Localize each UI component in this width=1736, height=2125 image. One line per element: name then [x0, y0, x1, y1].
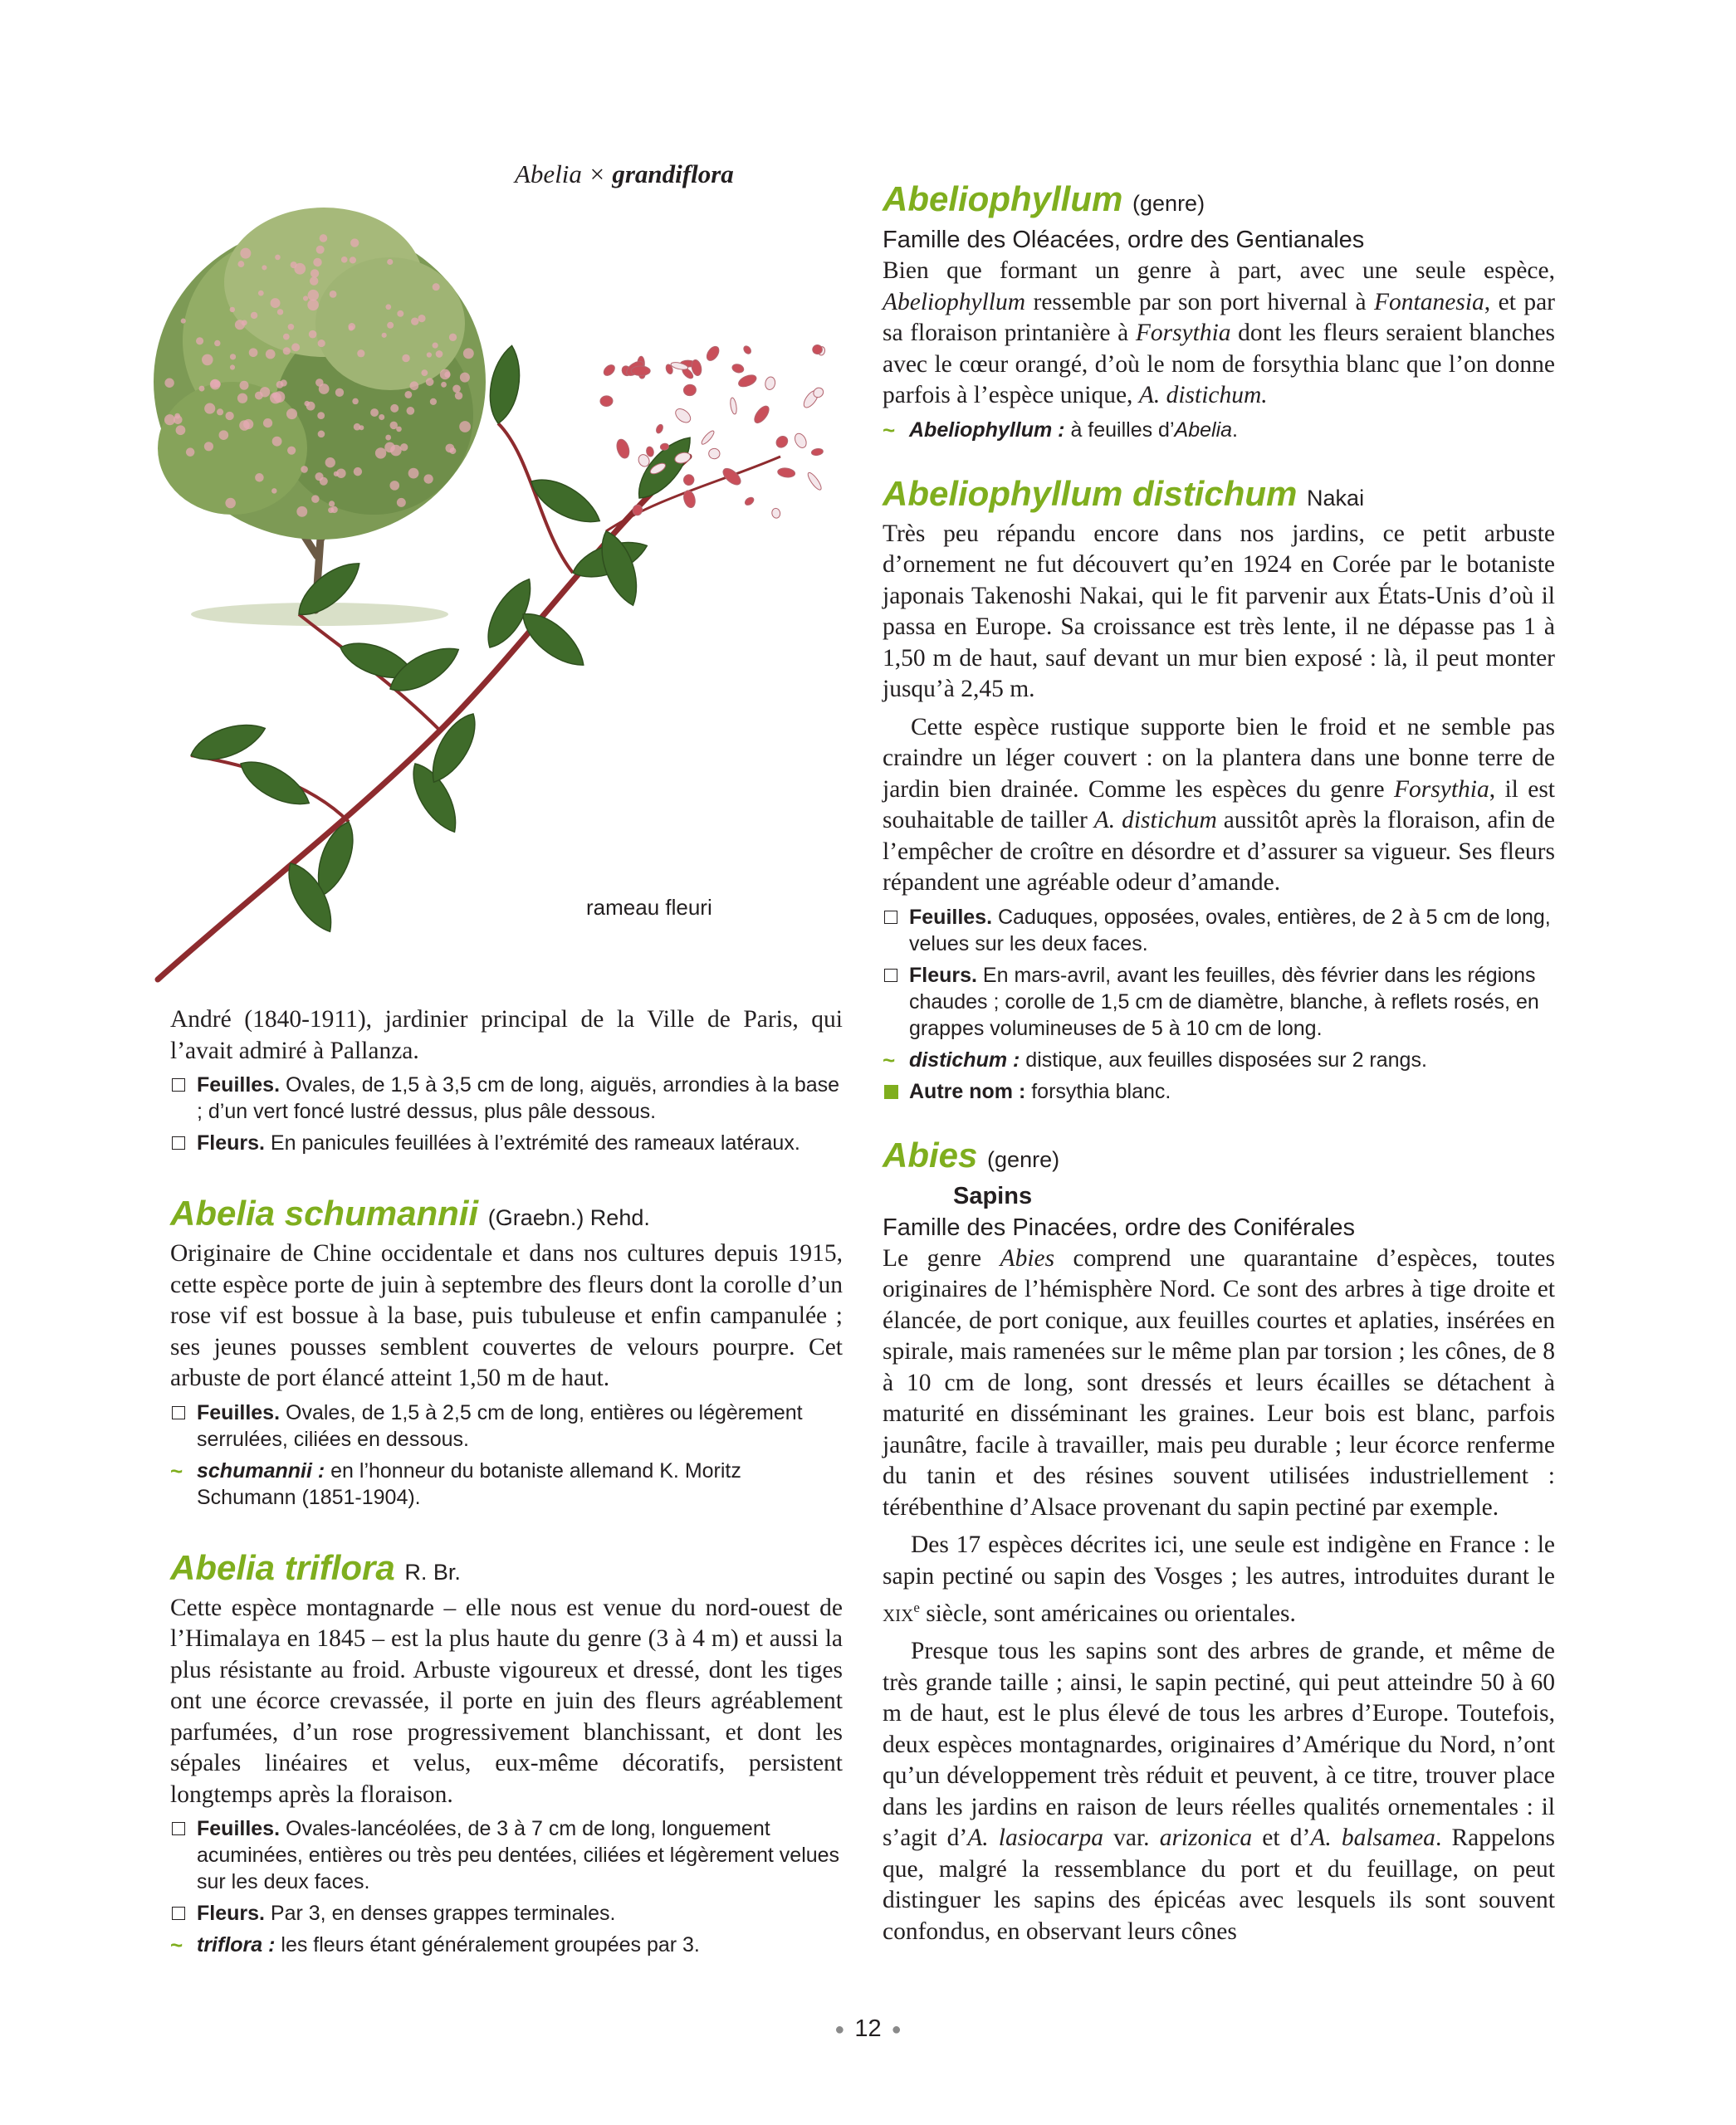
- blossom-dot: [204, 442, 213, 451]
- blossom-dot: [275, 255, 281, 261]
- blossom-dot: [427, 352, 432, 357]
- blossom-dot: [385, 435, 391, 441]
- continuation-paragraph: André (1840-1911), jardinier principal de la Ville de Paris, qui l’avait admiré à Pallanza.: [170, 1006, 843, 1064]
- entry-paragraph: Originaire de Chine occidentale et dans nos cultures depuis 1915, cette espèce porte de juin à septembre des fleurs dont la corolle d’un rose vif est bossue à la base, puis tubuleuse et enfin campanulée ; ses jeunes pousses semblent couvertes de velours pourpre. Cet arbuste de port élancé atteint 1,50 m de haut.: [170, 1240, 843, 1391]
- checkbox-marker-icon: [883, 904, 904, 931]
- blossom-dot: [176, 425, 186, 435]
- flower: [765, 376, 776, 390]
- blossom-dot: [271, 488, 277, 494]
- flower: [737, 373, 758, 389]
- blossom-dot: [315, 472, 323, 481]
- blossom-dot: [459, 421, 471, 432]
- blossom-dot: [418, 315, 425, 322]
- entry-paragraph: Cette espèce montagnarde – elle nous est venue du nord-ouest de l’Himalaya en 1845 – est la plus haute du genre (3 à 4 m) et aussi la plus résistante au froid. Arbuste vigoureux et dressé, dont les tiges ont une écorce crevassée, il porte en juin des fleurs agréablement parfumées, d’un rose progressivement blanchissant, et dont les sépales linéaires et velus, eux-même décoratifs, persistent longtemps après la floraison.: [170, 1594, 843, 1808]
- entry-title-abeliophyllum: [883, 178, 1555, 224]
- blossom-dot: [219, 430, 229, 440]
- blossom-dot: [210, 379, 218, 388]
- blossom-dot: [304, 401, 309, 406]
- blossom-dot: [230, 354, 236, 359]
- qualifier: (genre): [1132, 191, 1205, 216]
- blossom-dot: [352, 398, 358, 404]
- blossom-dot: [354, 467, 362, 476]
- blossom-dot: [266, 349, 276, 359]
- checkbox-marker-icon: [170, 1400, 192, 1426]
- blossom-dot: [370, 408, 379, 417]
- note-text: En panicules feuillées à l’extrémité des rameaux latéraux.: [264, 1131, 800, 1155]
- blossom-dot: [375, 447, 386, 458]
- blossom-dot: [329, 501, 335, 506]
- leaves-note: [170, 1815, 843, 1895]
- caption-genus: Abelia: [515, 159, 582, 188]
- entry-paragraph: Des 17 espèces décrites ici, une seule est indigène en France : le sapin pectiné ou sapin des Vosges ; les autres, introduites durant le xix$^e$ siècle, sont américaines ou orientales.: [883, 1531, 1555, 1627]
- blossom-dot: [174, 413, 180, 419]
- entry-paragraph: Cette espèce rustique supporte bien le froid et ne semble pas craindre un léger couvert : on la plantera dans une bonne terre de jardin bien drainée. Comme les espèces du genre Forsythia, il est souhaitable de tailler A. distichum aussitôt après la floraison, afin de l’empêcher de croître en désordre et d’assurer sa vigueur. Ses fleurs répandent une agréable odeur d’amande.: [883, 713, 1555, 896]
- flower: [614, 437, 631, 459]
- blossom-dot: [294, 263, 306, 275]
- blossom-dot: [311, 269, 319, 277]
- blossom-dot: [196, 337, 203, 344]
- tilde-marker-icon: ~: [883, 1047, 896, 1072]
- caption-species: grandiflora: [612, 159, 734, 188]
- blossom-dot: [309, 330, 317, 339]
- right-column: [883, 178, 1555, 1947]
- blossom-dot: [334, 471, 339, 476]
- blossom-dot: [242, 320, 247, 325]
- blossom-dot: [426, 378, 434, 386]
- caption-hybrid-symbol: ×: [588, 159, 606, 188]
- blossom-dot: [286, 408, 297, 419]
- blossom-dot: [255, 392, 263, 400]
- entry-title-abies: [883, 1135, 1555, 1180]
- flower: [752, 403, 772, 425]
- entry-paragraph: Très peu répandu encore dans nos jardins, ce petit arbuste d’ornement ne fut découvert qu’en 1924 en Corée par le botaniste japonais Takenoshi Nakai, qui le fit parvenir aux États-Unis d’où il passa en Europe. Sa croissance est très lente, il ne dépasse pas 1 à 1,50 m de haut, sauf devant un mur bien exposé : là, il peut monter jusqu’à 2,45 m.: [883, 520, 1555, 702]
- blossom-dot: [318, 340, 325, 347]
- flower: [811, 447, 824, 456]
- flower: [774, 434, 790, 450]
- blossom-dot: [240, 248, 251, 259]
- flower: [708, 448, 720, 460]
- tilde-marker-icon: ~: [170, 1458, 183, 1483]
- title-text: Abelia schumannii: [170, 1194, 479, 1233]
- title-text: Abelia triflora: [170, 1547, 395, 1587]
- blossom-dot: [237, 261, 244, 267]
- blossom-dot: [330, 506, 337, 513]
- green-square-marker-icon: [883, 1078, 904, 1105]
- blossom-dot: [230, 364, 235, 369]
- checkbox-marker-icon: [170, 1130, 192, 1156]
- branch-flowers: [600, 344, 826, 519]
- bullet-icon: ●: [834, 2020, 845, 2039]
- blossom-dot: [199, 386, 205, 392]
- entry-paragraph: Le genre Abies comprend une quarantaine d’espèces, toutes originaires de l’hémisphère Nord. Ce sont des arbres à tige droite et élancée, de port conique, aux feuilles courtes et aplaties, insérées en spirale, mais ramenées sur le même plan par torsion ; les cônes, de 8 à 10 cm de long, sont dressés et leurs écailles se détachent à maturité en disséminant les graines. Leur bois est blanc, parfois jaunâtre, facile à travailler, mais peu durable ; leur écorce renferme du tanin et des résines souvent utilisées industriellement : térébenthine d’Alsace provenant du sapin pectiné par exemple.: [883, 1244, 1556, 1521]
- leaves-note: Feuilles. Caduques, opposées, ovales, entières, de 2 à 5 cm de long, velues sur les deux faces.: [883, 904, 1555, 957]
- note-label: triflora :: [197, 1933, 276, 1956]
- blossom-dot: [421, 369, 428, 376]
- blossom-dot: [288, 324, 295, 330]
- blossom-dot: [452, 384, 461, 393]
- flower: [812, 344, 822, 354]
- blossom-dot: [271, 298, 281, 308]
- note-label: Feuilles.: [197, 1073, 281, 1097]
- flower: [731, 363, 745, 374]
- entry-title-schumannii: [170, 1193, 843, 1238]
- flower: [682, 383, 697, 397]
- blossom-dot: [263, 418, 272, 427]
- author-citation: R. Br.: [404, 1559, 461, 1585]
- blossom-dot: [291, 343, 300, 351]
- tilde-marker-icon: ~: [883, 417, 896, 442]
- blossom-dot: [307, 300, 319, 311]
- author-citation: Nakai: [1307, 485, 1365, 510]
- blossom-dot: [317, 412, 325, 419]
- blossom-dot: [357, 349, 364, 357]
- flowers-note: [170, 1130, 843, 1156]
- blossom-dot: [283, 347, 291, 354]
- flower: [729, 398, 737, 415]
- flower: [793, 432, 809, 450]
- page-number: [0, 2015, 1736, 2043]
- blossom-dot: [237, 393, 247, 403]
- blossom-dot: [396, 427, 402, 432]
- flower: [742, 344, 752, 355]
- blossom-dot: [387, 259, 393, 265]
- blossom-dot: [239, 420, 250, 431]
- family-line: Famille des Oléacées, ordre des Gentianales: [883, 227, 1365, 253]
- flowers-note: [170, 1900, 843, 1927]
- blossom-dot: [186, 447, 195, 457]
- blossom-dot: [262, 265, 267, 270]
- blossom-dot: [164, 414, 175, 425]
- blossom-dot: [430, 398, 437, 405]
- flower: [721, 466, 744, 488]
- blossom-dot: [354, 423, 361, 431]
- blossom-dot: [181, 319, 186, 324]
- blossom-dot: [404, 391, 412, 398]
- blossom-dot: [390, 404, 399, 413]
- note-label: Fleurs.: [197, 1902, 265, 1925]
- title-text: Abeliophyllum: [883, 179, 1123, 218]
- blossom-dot: [400, 443, 408, 451]
- leaf: [234, 752, 316, 815]
- blossom-dot: [402, 354, 410, 363]
- common-name: Sapins: [953, 1182, 1033, 1209]
- note-text: Par 3, en denses grappes terminales.: [264, 1902, 616, 1925]
- blossom-dot: [397, 498, 406, 507]
- checkbox-marker-icon: [170, 1900, 192, 1927]
- blossom-dot: [230, 307, 235, 312]
- flowers-note: Fleurs. En mars-avril, avant les feuilles, dès février dans les régions chaudes ; corolle de 1,5 cm de diamètre, blanche, à reflets rosés, en grappes volumineuses de 5 à 10 cm de long.: [883, 962, 1555, 1042]
- blossom-dot: [258, 291, 264, 296]
- page-number-text: 12: [854, 2015, 882, 2042]
- leaf: [478, 572, 541, 654]
- blossom-dot: [249, 348, 258, 357]
- blossom-dot: [204, 403, 215, 414]
- entry-paragraph: Presque tous les sapins sont des arbres de grande, et même de très grande taille ; ainsi, le sapin pectiné, qui peut atteindre 50 à 60 m de haut, est le plus élevé de tous les arbres d’Europe. Toutefois, deux espèces montagnardes, originaires d’Amérique du Nord, n’ont qu’un développement très réduit et peuvent, à ce titre, trouver place dans les jardins en raison de leurs réelles qualités ornementales : il s’agit d’A. lasiocarpa var. arizonica et d’A. balsamea. Rappelons que, malgré la ressemblance du port et du feuillage, on peut distinguer les sapins des épicéas avec lesquels ils sont souvent confondus, en observant leurs cônes: [883, 1638, 1555, 1945]
- blossom-dot: [441, 382, 447, 388]
- checkbox-marker-icon: [883, 962, 904, 989]
- tilde-marker-icon: ~: [170, 1932, 183, 1957]
- note-label: schumannii :: [197, 1458, 325, 1483]
- flower: [806, 471, 824, 491]
- blossom-dot: [202, 354, 213, 366]
- blossom-dot: [330, 291, 337, 298]
- checkbox-marker-icon: [170, 1815, 192, 1842]
- blossom-dot: [316, 246, 325, 254]
- blossom-dot: [225, 412, 233, 420]
- qualifier: (genre): [987, 1146, 1060, 1172]
- blossom-dot: [397, 310, 403, 317]
- blossom-dot: [379, 414, 384, 420]
- blossom-dot: [408, 468, 419, 479]
- blossom-dot: [313, 258, 321, 266]
- blossom-dot: [308, 290, 319, 300]
- flower: [602, 363, 617, 378]
- blossom-dot: [348, 323, 355, 330]
- blossom-dot: [320, 234, 328, 242]
- flower: [700, 429, 716, 446]
- flower: [600, 395, 614, 406]
- entry-title-distichum: [883, 473, 1555, 519]
- blossom-dot: [251, 312, 257, 319]
- leaves-note: [170, 1400, 843, 1453]
- blossom-dot: [389, 481, 399, 491]
- blossom-dot: [301, 466, 308, 473]
- blossom-dot: [255, 473, 264, 482]
- blossom-dot: [385, 304, 391, 310]
- blossom-dot: [433, 283, 440, 291]
- title-text: Abeliophyllum distichum: [883, 473, 1298, 513]
- abelia-illustration: [141, 183, 863, 992]
- blossom-dot: [277, 309, 283, 315]
- blossom-dot: [341, 256, 348, 263]
- blossom-dot: [444, 372, 450, 378]
- family-line: Famille des Pinacées, ordre des Coniférales: [883, 1214, 1355, 1241]
- blossom-dot: [272, 437, 282, 447]
- note-text: Ovales-lancéolées, de 3 à 7 cm de long, longuement acuminées, entières ou très peu dentées, ciliées et légèrement velues sur les deux faces.: [197, 1817, 840, 1893]
- blossom-dot: [423, 474, 433, 483]
- flower: [771, 508, 781, 519]
- left-column: [170, 1004, 843, 1958]
- note-text: Ovales, de 1,5 à 2,5 cm de long, entières ou légèrement serrulées, ciliées en dessous.: [197, 1400, 803, 1451]
- flower: [682, 474, 695, 486]
- flower: [744, 496, 756, 506]
- entry-paragraph: Bien que formant un genre à part, avec une seule espèce, Abeliophyllum ressemble par son port hivernal à Fontanesia, et par sa floraison printanière à Forsythia dont les fleurs seraient blanches avec le cœur orangé, d’où le nom de forsythia blanc que l’on donne parfois à l’espèce unique, A. distichum.: [883, 257, 1555, 408]
- note-text: en l’honneur du botaniste allemand K. Moritz Schumann (1851-1904).: [197, 1458, 741, 1509]
- blossom-dot: [164, 379, 174, 388]
- blossom-dot: [449, 447, 456, 454]
- blossom-dot: [433, 343, 438, 349]
- blossom-dot: [239, 381, 248, 390]
- note-label: Fleurs.: [197, 1131, 265, 1155]
- blossom-dot: [276, 381, 284, 388]
- blossom-dot: [325, 457, 335, 467]
- checkbox-marker-icon: [170, 1072, 192, 1098]
- blossom-dot: [335, 388, 344, 397]
- flower: [673, 406, 693, 425]
- leaf: [485, 344, 526, 426]
- blossom-dot: [225, 498, 236, 509]
- etymology-note: ~ Abeliophyllum : à feuilles d’Abelia.: [883, 417, 1238, 442]
- other-name-note: Autre nom : forsythia blanc.: [883, 1078, 1555, 1105]
- blossom-dot: [436, 350, 443, 358]
- blossom-dot: [318, 431, 325, 438]
- note-label: Feuilles.: [197, 1400, 281, 1424]
- blossom-dot: [384, 442, 395, 453]
- note-label: Feuilles.: [197, 1817, 281, 1840]
- blossom-dot: [387, 322, 394, 329]
- blossom-dot: [303, 296, 308, 300]
- blossom-dot: [296, 506, 307, 517]
- blossom-dot: [315, 379, 324, 387]
- blossom-dot: [455, 392, 462, 399]
- blossom-dot: [311, 495, 319, 502]
- flower: [777, 467, 795, 478]
- blossom-dot: [283, 334, 290, 340]
- flower: [655, 423, 664, 434]
- blossom-dot: [214, 340, 220, 346]
- title-text: Abies: [883, 1135, 978, 1175]
- etymology-note: ~ distichum : distique, aux feuilles disposées sur 2 rangs.: [883, 1047, 1427, 1072]
- note-text: les fleurs étant généralement groupées par 3.: [275, 1933, 700, 1956]
- blossom-dot: [449, 334, 457, 341]
- blossom-dot: [382, 333, 387, 338]
- flower: [646, 446, 655, 457]
- blossom-dot: [350, 256, 356, 263]
- entry-title-triflora: [170, 1547, 843, 1593]
- blossom-dot: [350, 238, 359, 247]
- etymology-note: [170, 1458, 843, 1511]
- blossom-dot: [310, 276, 318, 285]
- blossom-dot: [410, 381, 419, 390]
- blossom-dot: [460, 373, 470, 383]
- leaves-note: [170, 1072, 843, 1125]
- blossom-dot: [411, 318, 418, 325]
- note-text: Ovales, de 1,5 à 3,5 cm de long, aiguës, arrondies à la base ; d’un vert foncé lustré dessus, plus pâle dessous.: [197, 1073, 840, 1123]
- note-label: Abeliophyllum :: [909, 418, 1065, 442]
- bullet-icon: ●: [891, 2020, 902, 2039]
- branch-caption: rameau fleuri: [586, 895, 712, 920]
- blossom-dot: [287, 447, 296, 455]
- flower: [704, 344, 721, 363]
- blossom-dot: [274, 391, 286, 403]
- blossom-dot: [463, 348, 474, 359]
- etymology-note: [170, 1932, 843, 1958]
- leaf: [186, 716, 270, 769]
- flower: [631, 366, 650, 376]
- author-citation: (Graebn.) Rehd.: [487, 1205, 650, 1230]
- blossom-dot: [217, 408, 223, 415]
- blossom-dot: [407, 407, 415, 415]
